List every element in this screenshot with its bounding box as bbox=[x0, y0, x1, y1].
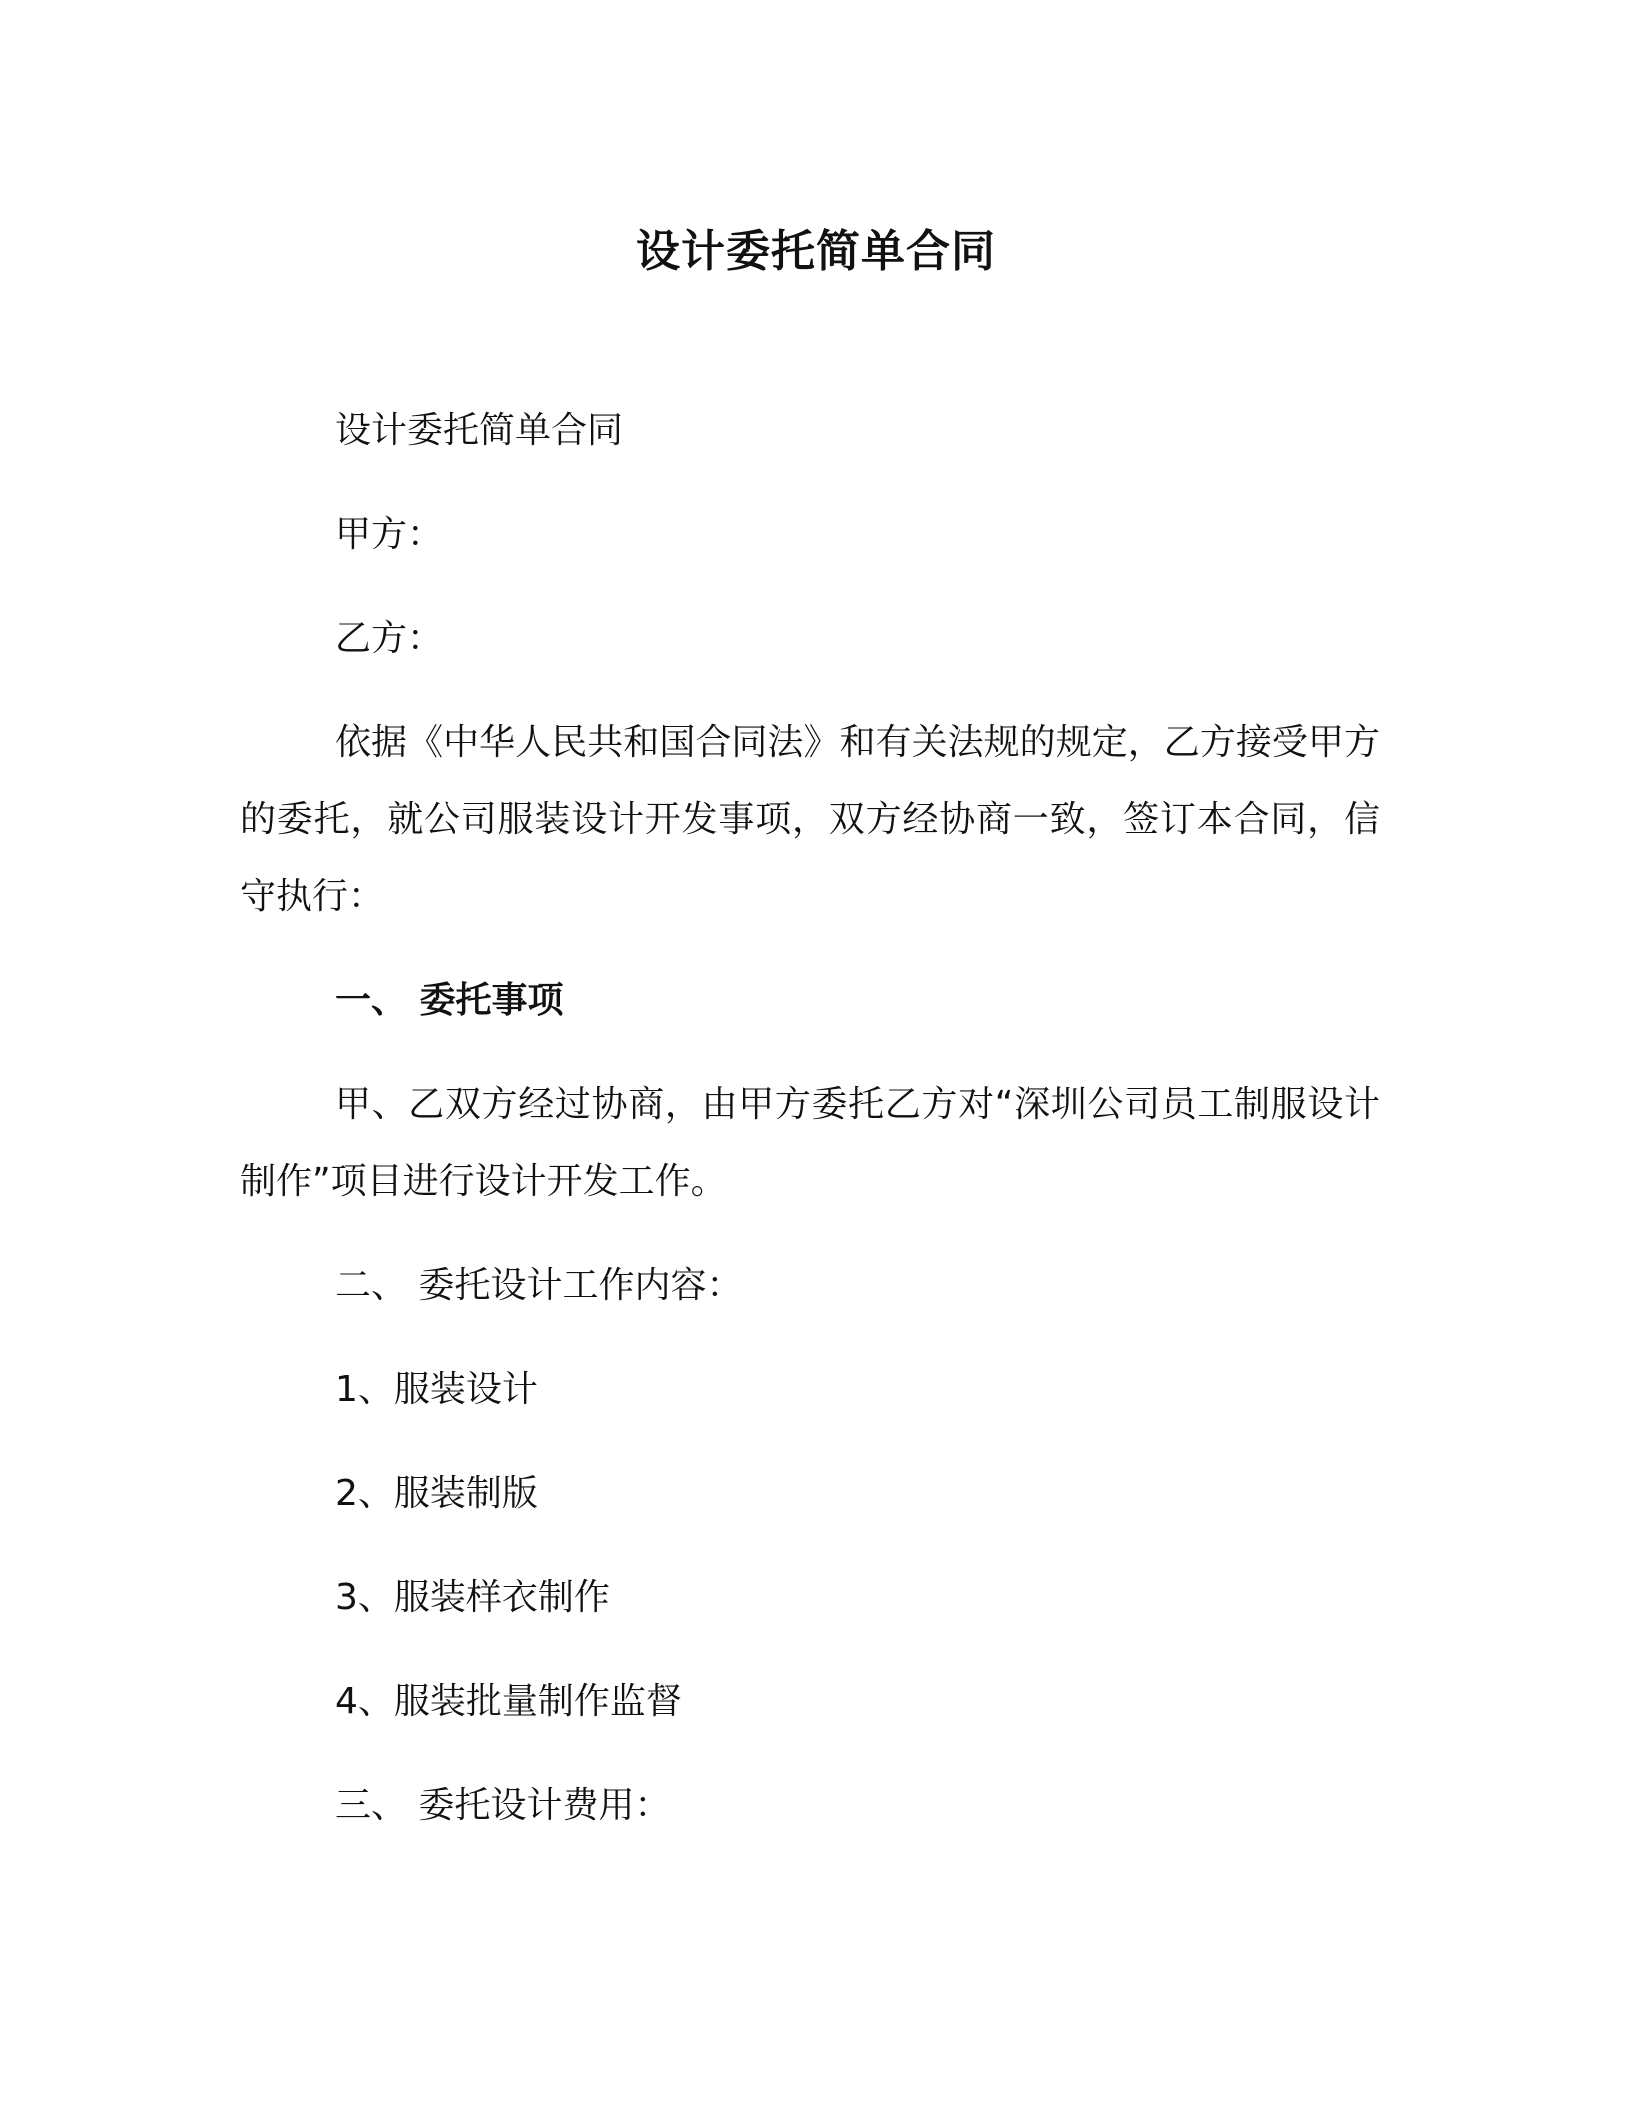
list-item: 2、服装制版 bbox=[335, 1473, 538, 1514]
preamble-paragraph: 依据《中华人民共和国合同法》和有关法规的规定，乙方接受甲方的委托，就公司服装设计开发事项，双方经协商一致，签订本合同，信守执行： bbox=[240, 722, 1380, 917]
list-item: 4、服装批量制作监督 bbox=[335, 1681, 682, 1722]
party-b-line: 乙方： bbox=[335, 618, 444, 659]
section-1-paragraph: 甲、乙双方经过协商，由甲方委托乙方对“深圳公司员工制服设计制作”项目进行设计开发工作。 bbox=[240, 1084, 1380, 1202]
section-heading-1: 一、 委托事项 bbox=[335, 980, 564, 1021]
section-heading-3: 三、 委托设计费用： bbox=[335, 1785, 671, 1826]
section-heading-2: 二、 委托设计工作内容： bbox=[335, 1265, 743, 1306]
party-a-line: 甲方： bbox=[335, 514, 444, 555]
body-heading: 设计委托简单合同 bbox=[335, 410, 624, 451]
list-item: 3、服装样衣制作 bbox=[335, 1577, 610, 1618]
document-title: 设计委托简单合同 bbox=[636, 226, 996, 277]
list-item: 1、服装设计 bbox=[335, 1369, 538, 1410]
document-body bbox=[240, 392, 1380, 1871]
